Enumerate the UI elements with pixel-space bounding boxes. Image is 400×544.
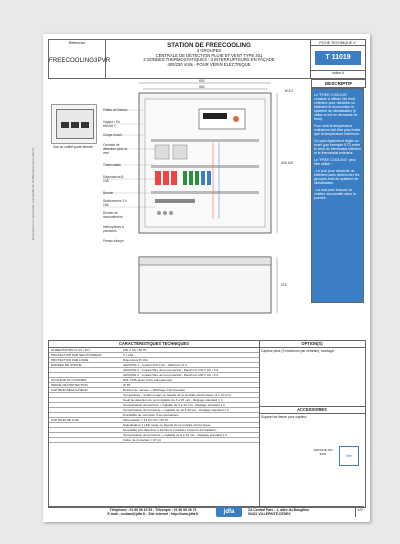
accessories-title: ACCESSOIRES: [259, 406, 365, 414]
footer-phone: Téléphone : 01 60 06 10 53 - Télécopie : 01 60 06 26 73: [109, 508, 197, 512]
spec-value: Entrées de mesure + affichage 2 thermostats: [123, 388, 185, 392]
header: [48, 39, 366, 79]
spec-value: Disjoncteur B 10A: [123, 358, 148, 362]
spec-value: Température : 4 LED rouges en façade de la centrale électronique (4 x 10 mm): [123, 393, 231, 397]
subtitle-2: CENTRALE DE DÉTECTION PLUIE ET VENT TYPE 401: [155, 52, 263, 58]
switch-icon: [71, 122, 79, 128]
specs-table: [48, 340, 366, 508]
dimension-depth: 215: [281, 283, 287, 287]
spec-key: PROTECTION PAR LIGNE: [51, 358, 89, 362]
subtitle-1: 3 GROUPES: [196, 48, 222, 53]
spec-value: Signalisation 1 LED rouge en façade de la centrale électronique: [123, 423, 211, 427]
company-logo: jdfa: [216, 507, 242, 517]
spec-key: ALIMENTATION (V AC / Hz): [51, 348, 90, 352]
page-title: STATION DE FREECOOLING: [167, 42, 251, 49]
spec-value: GROUPE 2 : contact libre de tout potentiel - Maximum 230 V AC / 6 A: [123, 368, 219, 372]
drawing-label: Pattes de fixation: [103, 108, 128, 112]
spec-key: [49, 433, 123, 437]
drawing-label: Centrale de détection pluie et vent: [103, 143, 128, 155]
spec-key: COULEUR DU COFFRET: [51, 378, 87, 382]
description-title: DESCRIPTIF: [311, 79, 366, 88]
spec-value: GROUPE 1 : contact 230 V AC - Maximum 6 A: [123, 363, 187, 367]
footer-email: E-mail : contact@jdfa.fr - Site internet : http://www.jdfa.fr: [107, 512, 199, 516]
fiche-number: T 11019: [315, 51, 361, 65]
certification-mark: Veri: [339, 446, 359, 466]
description-paragraph: - Le jour pour rafraîchir un bâtiment sans déclencher les groupes froid du système de climatisation.: [314, 169, 360, 185]
description-panel: [311, 88, 364, 303]
spec-value: RAL 7035 (avec porte transparente): [123, 378, 173, 382]
options-text: Capteur pluie (3 maximum par centrale), montage.: [261, 349, 335, 353]
drawing-label: Bornier: [103, 191, 114, 195]
subtitle-3: 2 SONDES THERMOSTATIQUES - 3 INTERRUPTEURS EN FAÇADE: [143, 57, 275, 63]
description-paragraph: On peut également régler un écart (par exemple 5°C) entre le seuil du thermostat intérieur et le thermostat extérieur.: [314, 139, 361, 155]
spec-key: INDICE DE PROTECTION: [51, 383, 88, 387]
cabinet-front: [56, 109, 94, 139]
drawing-label: Voyant « En service »: [103, 120, 121, 128]
switch-icon: [81, 122, 89, 128]
drawing-label: Bornier de raccordement: [103, 211, 123, 219]
spec-value: Seuil de détection du vent réglable de 3 à 15 m/s - Réglage standard 1 h: [123, 398, 223, 402]
drawing-label: Disjoncteurs B 10A: [103, 175, 124, 183]
dimension-hole: Ø 8.2: [285, 89, 294, 93]
description-paragraph: - La nuit pour évacuer la chaleur accumulée dans la journée.: [314, 188, 356, 200]
fiche-cell: [310, 40, 365, 78]
description-paragraph: Le "FREE COOLING" consiste à utiliser l'air froid extérieur pour rafraîchir un bâtiment et économiser le système de climatisation (il utilise si est en demande de froid).: [314, 93, 358, 121]
spec-value: 3 x 16A: [123, 353, 134, 357]
tech-specs: [49, 341, 260, 507]
options-title: OPTION(S): [259, 341, 365, 348]
drawing-label: Interrupteurs à poussoirs: [103, 225, 124, 233]
drawing-label: Presse-étoupe: [103, 239, 124, 243]
spec-value: IP 65: [123, 383, 131, 387]
fiche-label: FICHE TECHNIQUE n°: [311, 41, 365, 46]
title-block: [109, 42, 309, 67]
spec-value: Possibilité de raccorder 3 temporisations: [123, 413, 179, 417]
spec-key: [49, 398, 123, 402]
cabinet-drawing-svg: [103, 79, 309, 339]
drawing-label: Sectionneurs 3 x 16A: [103, 199, 127, 207]
drawing-label: Thermostats: [103, 163, 121, 167]
specs-title: CARACTÉRISTIQUES TECHNIQUES: [49, 341, 259, 348]
spec-value: Temporisation d'ouverture + réglable de 5 à 10 min - Réglage standard 1 h: [123, 403, 225, 407]
iso-badge: [311, 446, 363, 470]
description-paragraph: Le "FREE COOLING" peut être utilisé :: [314, 158, 356, 166]
reference-cell: [49, 40, 111, 78]
spec-value: GROUPE 3 : contact libre de tout potentiel - Maximum 230 V AC / 6 A: [123, 373, 219, 377]
footer-city: 93421 VILLEPINTE CEDEX: [248, 512, 291, 516]
spec-key: [49, 428, 123, 432]
spec-key: PROTECTION PAR SECTIONNEUR: [51, 353, 102, 357]
spec-key: CAPTEUR DE LUIE: [51, 418, 79, 422]
footer-street: ZA Central Parc - 1, allée du Bougillon: [248, 508, 310, 512]
reference-label: Référence: [68, 41, 86, 45]
datasheet-page: [43, 34, 370, 522]
closed-cabinet-thumbnail: [51, 104, 97, 144]
subtitle-4: 400/230 Volts - POUR VÉRIN ÉLECTRIQUE: [167, 61, 251, 67]
iso-label: CERTIFIE ISO 9001: [313, 448, 333, 456]
specs-rows: [49, 348, 259, 443]
spec-key: [49, 373, 123, 377]
footer-address: [248, 508, 348, 516]
footer: [48, 506, 364, 519]
spec-row: [49, 438, 259, 443]
spec-key: CAPTEUR RÉGULATEUR: [51, 388, 88, 392]
drawing-label: Coupe-circuit: [103, 133, 122, 137]
reference-value: FREECOOLING3PVR: [49, 57, 111, 64]
spec-key: [49, 403, 123, 407]
spec-value: Temporisation de fermeture + réglable de 5 à 10 min - Réglage standard 1 h: [123, 433, 228, 437]
spec-value: Sensibilité à la détection 2 fonctions possibles 3 façons d'installation: [123, 428, 217, 432]
description-paragraph: Pour cela la température extérieure doit être plus froide que la température intérieure.: [314, 124, 361, 136]
dimension-height: 600 420: [281, 161, 294, 165]
spec-key: [49, 423, 123, 427]
spec-key: [49, 438, 123, 442]
dimension-width: 600: [199, 79, 205, 83]
page-number: 1/2: [355, 507, 364, 517]
spec-value: Alimentation = 13,8 V DC / 50 Hz: [123, 418, 169, 422]
spec-key: BORNES DE SORTIE: [51, 363, 82, 367]
spec-key: [49, 413, 123, 417]
spec-value: Indice de protection = IP 44: [123, 438, 161, 442]
footer-contact: [98, 508, 208, 516]
switch-icon: [61, 122, 69, 128]
accessories-text: Support de fixture pour capteur.: [261, 415, 308, 419]
spec-value: Temporisation de fermeture + réglable de 10 à 30 sec - Réglage standard 1 h: [123, 408, 229, 412]
spec-key: [49, 368, 123, 372]
spec-value: 230 V AC / 50 Hz: [123, 348, 147, 352]
indice: indice A: [311, 70, 365, 75]
thumbnail-caption: Vue du coffret porte fermée: [53, 145, 93, 149]
spec-key: [49, 393, 123, 397]
vertical-disclaimer: Document non contractuel, susceptible de modifications sans préavis: [31, 148, 35, 240]
spec-key: [49, 408, 123, 412]
dimension-inner-width: 560: [199, 85, 205, 89]
